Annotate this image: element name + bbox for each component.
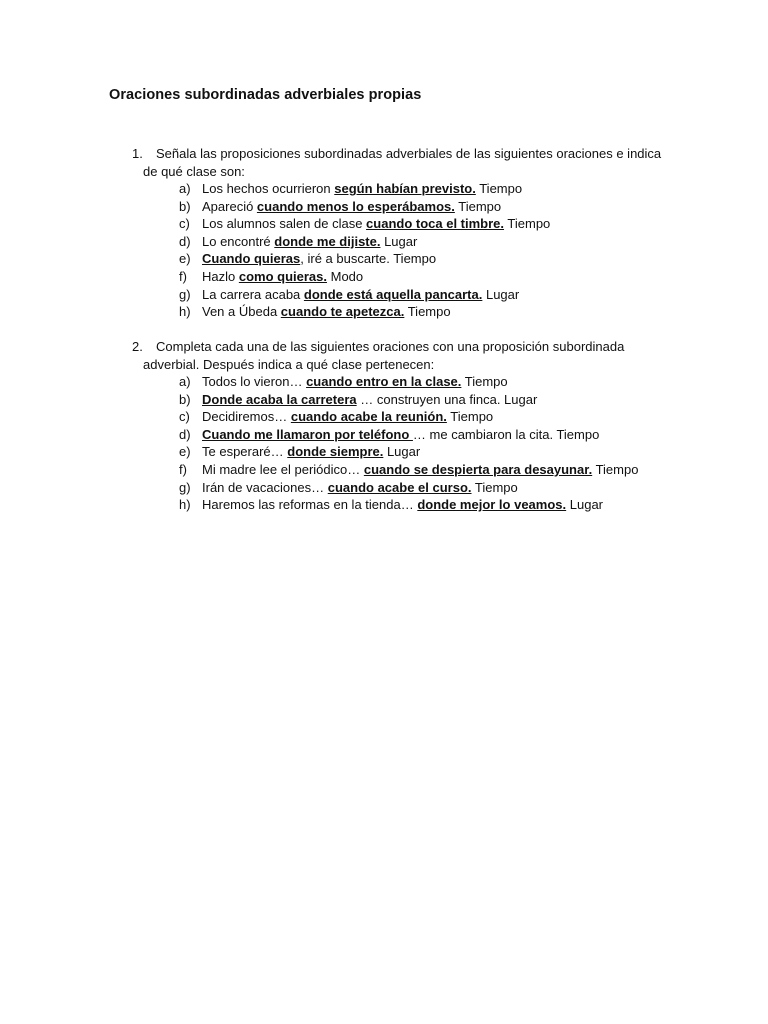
item-label: a) [179,181,191,196]
item-label: f) [179,461,187,477]
item-sentence [202,268,363,286]
item-label: g) [179,286,191,302]
item-label: d) [179,233,191,249]
instruction-line: Completa cada una de las siguientes oraciones con una proposición subordinada [156,339,625,354]
document-title: Oraciones subordinadas adverbiales propias [109,87,422,103]
item-sentence [202,250,436,268]
sentence-rest-and-class: Lugar [380,233,418,249]
sentence-main-clause: Ven a Úbeda [202,304,281,320]
item-label: b) [179,198,191,214]
list-item [0,198,768,216]
instruction-line: adverbial. Después indica a qué clase pertenecen: [143,356,435,372]
sentence-rest-and-class: Tiempo [454,198,502,214]
item-label: c) [179,409,190,425]
item-label: b) [179,391,191,407]
sentence-main-clause: Haremos las reformas en la tienda… [202,497,418,513]
subordinate-clause-answer: cuando acabe la reunión. [290,409,447,425]
subordinate-clause-answer: cuando toca el timbre. [366,216,505,232]
sentence-rest-and-class: Tiempo [404,304,451,320]
list-item [0,303,768,321]
sentence-main-clause: Apareció [202,198,257,214]
list-item [0,268,768,286]
subordinate-clause-answer: donde me dijiste. [274,233,381,249]
sentence-main-clause: Mi madre lee el periódico… [202,461,364,477]
subordinate-clause-answer: Cuando me llamaron por teléfono [202,426,413,442]
item-sentence [202,408,493,426]
sentence-rest-and-class: Tiempo [461,374,508,389]
exercise-instructions [143,338,666,373]
sentence-rest-and-class: Lugar [482,286,520,302]
item-label: c) [179,216,190,232]
sentence-rest-and-class: Tiempo [504,216,551,232]
item-label: d) [179,426,191,442]
sentence-rest-and-class: , iré a buscarte. Tiempo [300,251,437,267]
subordinate-clause-answer: cuando acabe el curso. [327,479,472,495]
sentence-rest-and-class: … me cambiaron la cita. Tiempo [412,426,600,442]
subordinate-clause-answer: Cuando quieras [202,251,301,267]
item-sentence [202,391,537,409]
sentence-main-clause: Irán de vacaciones… [202,479,328,495]
sentence-rest-and-class: Tiempo [446,409,494,425]
item-sentence [202,198,501,216]
item-label: h) [179,304,191,320]
exercise-number: 2. [132,339,143,354]
sentence-rest-and-class: Modo [327,268,364,284]
item-sentence [202,180,522,198]
list-item [0,408,768,426]
subordinate-clause-answer: como quieras. [238,268,327,284]
instruction-line: Señala las proposiciones subordinadas adverbiales de las siguientes oraciones e indica [156,146,662,161]
subordinate-clause-answer: donde está aquella pancarta. [303,286,483,302]
item-sentence [202,303,451,321]
exercise-2-statement [0,338,768,373]
item-label: h) [179,497,191,513]
item-sentence [202,373,508,391]
sentence-main-clause: Todos lo vieron… [202,374,307,389]
item-label: e) [179,444,191,460]
list-item [0,180,768,198]
list-item [0,250,768,268]
list-item [0,373,768,391]
item-sentence [202,233,417,251]
subordinate-clause-answer: donde siempre. [287,444,384,460]
item-sentence [202,443,420,461]
sentence-main-clause: Te esperaré… [202,444,288,460]
exercise-number: 1. [132,146,143,161]
item-label: g) [179,479,191,495]
list-item [0,426,768,444]
item-sentence [202,479,518,497]
item-label: a) [179,374,191,389]
item-sentence [202,426,599,444]
sentence-main-clause: Lo encontré [202,233,275,249]
list-item [0,443,768,461]
sentence-main-clause: La carrera acaba [202,286,304,302]
list-item [0,496,768,514]
item-label: e) [179,251,191,267]
instruction-line: de qué clase son: [143,163,245,179]
list-item [0,479,768,497]
subordinate-clause-answer: cuando te apetezca. [280,304,405,320]
item-sentence [202,286,519,304]
item-sentence [202,461,638,479]
list-item [0,233,768,251]
subordinate-clause-answer: cuando se despierta para desayunar. [363,461,593,477]
sentence-rest-and-class: Tiempo [471,479,518,495]
sentence-main-clause: Los hechos ocurrieron [202,181,335,196]
sentence-main-clause: Hazlo [202,268,239,284]
subordinate-clause-answer: donde mejor lo veamos. [417,497,567,513]
exercise-2-items [0,373,768,514]
sentence-main-clause: Los alumnos salen de clase [202,216,367,232]
exercise-1 [0,145,768,321]
list-item [0,461,768,479]
exercise-1-items [0,180,768,321]
sentence-rest-and-class: Tiempo [475,181,523,196]
subordinate-clause-answer: según habían previsto. [334,181,476,196]
sentence-rest-and-class: Lugar [383,444,421,460]
list-item [0,391,768,409]
list-item [0,286,768,304]
sentence-rest-and-class: Lugar [566,497,604,513]
subordinate-clause-answer: cuando menos lo esperábamos. [256,198,455,214]
item-sentence [202,496,603,514]
exercise-2 [0,338,768,514]
exercise-1-statement [0,145,768,180]
list-item [0,215,768,233]
exercise-instructions [143,145,666,180]
subordinate-clause-answer: cuando entro en la clase. [306,374,462,389]
sentence-rest-and-class: Tiempo [592,461,639,477]
subordinate-clause-answer: Donde acaba la carretera [202,391,357,407]
sentence-main-clause: Decidiremos… [202,409,291,425]
item-sentence [202,215,550,233]
item-label: f) [179,268,187,284]
sentence-rest-and-class: … construyen una finca. Lugar [356,391,538,407]
